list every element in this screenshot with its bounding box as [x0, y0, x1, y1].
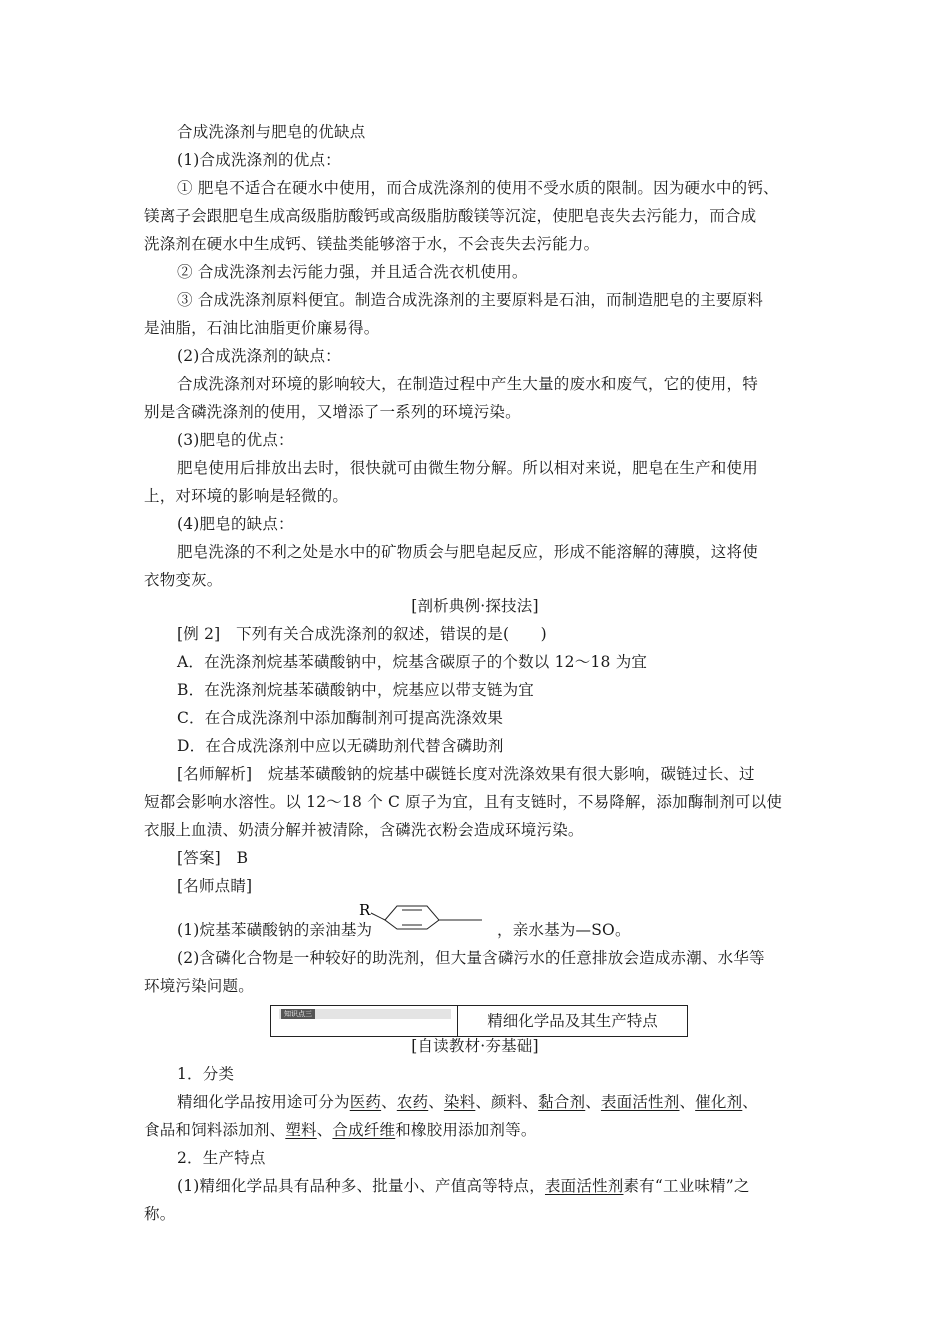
knowledge-point-banner — [270, 1005, 688, 1037]
underlined-term: 黏合剂 — [538, 1093, 586, 1111]
paragraph-line: ② 合成洗涤剂去污能力强，并且适合洗衣机使用。 — [177, 263, 528, 281]
underlined-term: 染料 — [443, 1093, 476, 1111]
paragraph-line: 衣物变灰。 — [144, 571, 223, 589]
text-segment: 颜料、 — [491, 1093, 539, 1111]
subheading: (4)肥皂的缺点： — [177, 515, 294, 533]
underlined-term: 表面活性剂 — [600, 1093, 680, 1111]
banner-tag-cell — [271, 1006, 458, 1036]
text-segment: 和橡胶用添加剂等。 — [395, 1121, 537, 1139]
subheading: (3)肥皂的优点： — [177, 431, 294, 449]
underlined-term: 农药 — [396, 1093, 429, 1111]
banner-tag-label: 知识点三 — [281, 1009, 315, 1019]
analysis-line: 短都会影响水溶性。以 12～18 个 C 原子为宜，且有支链时，不易降解，添加酶制剂可以使 — [144, 793, 783, 811]
text-segment: (1)精细化学品具有品种多、批量小、产值高等特点， — [177, 1177, 545, 1195]
r-group-label: R — [359, 901, 371, 919]
text-segment: 素有“工业味精”之 — [623, 1177, 750, 1195]
underlined-term: 表面活性剂 — [544, 1177, 624, 1195]
option-d: D．在合成洗涤剂中应以无磷助剂代替含磷助剂 — [177, 737, 504, 755]
underlined-term: 合成纤维 — [332, 1121, 396, 1139]
tips-heading: [名师点睛] — [177, 877, 253, 895]
text-segment: 精细化学品按用途可分为 — [177, 1093, 350, 1111]
paragraph-line: 是油脂，石油比油脂更价廉易得。 — [144, 319, 380, 337]
paragraph-line: 肥皂使用后排放出去时，很快就可由微生物分解。所以相对来说，肥皂在生产和使用 — [177, 459, 758, 477]
subheading: (1)合成洗涤剂的优点： — [177, 151, 341, 169]
paragraph-line: 别是含磷洗涤剂的使用，又增添了一系列的环境污染。 — [144, 403, 521, 421]
analysis-line: 衣服上血渍、奶渍分解并被清除，含磷洗衣粉会造成环境污染。 — [144, 821, 584, 839]
option-c: C．在合成洗涤剂中添加酶制剂可提高洗涤效果 — [177, 709, 504, 727]
classification-line: 食品和饲料添加剂、塑料、合成纤维和橡胶用添加剂等。 — [144, 1121, 537, 1139]
underlined-term: 医药 — [349, 1093, 382, 1111]
paragraph-line: ① 肥皂不适合在硬水中使用，而合成洗涤剂的使用不受水质的限制。因为硬水中的钙、 — [177, 179, 779, 197]
analysis-line: [名师解析] 烷基苯磺酸钠的烷基中碳链长度对洗涤效果有很大影响，碳链过长、过 — [177, 765, 755, 783]
subheading: (2)合成洗涤剂的缺点： — [177, 347, 341, 365]
example-heading: [剖析典例·探技法] — [411, 597, 539, 615]
banner-tag-bar — [279, 1009, 451, 1019]
classification-line: 精细化学品按用途可分为医药、农药、染料、颜料、黏合剂、表面活性剂、催化剂、 — [177, 1093, 758, 1111]
underlined-term: 催化剂 — [695, 1093, 743, 1111]
paragraph-line: 洗涤剂在硬水中生成钙、镁盐类能够溶于水，不会丧失去污能力。 — [144, 235, 600, 253]
knowledge-subheading: [自读教材·夯基础] — [411, 1037, 539, 1055]
answer: [答案] B — [177, 849, 249, 867]
paragraph-line: ③ 合成洗涤剂原料便宜。制造合成洗涤剂的主要原料是石油，而制造肥皂的主要原料 — [177, 291, 764, 309]
tip-2-line: 环境污染问题。 — [144, 977, 254, 995]
tip-1-prefix: (1)烷基苯磺酸钠的亲油基为 — [177, 921, 373, 939]
paragraph-line: 上，对环境的影响是轻微的。 — [144, 487, 349, 505]
paragraph-line: 合成洗涤剂对环境的影响较大，在制造过程中产生大量的废水和废气，它的使用，特 — [177, 375, 758, 393]
text-segment: 食品和饲料添加剂、 — [144, 1121, 286, 1139]
benzene-ring-structure — [357, 898, 497, 932]
section-heading: 2．生产特点 — [177, 1149, 266, 1167]
example-question: [例 2] 下列有关合成洗涤剂的叙述，错误的是( ) — [177, 625, 547, 643]
feature-line: 称。 — [144, 1205, 176, 1223]
section-title: 合成洗涤剂与肥皂的优缺点 — [177, 123, 366, 141]
section-heading: 1．分类 — [177, 1065, 235, 1083]
paragraph-line: 镁离子会跟肥皂生成高级脂肪酸钙或高级脂肪酸镁等沉淀，使肥皂丧失去污能力，而合成 — [144, 207, 757, 225]
paragraph-line: 肥皂洗涤的不利之处是水中的矿物质会与肥皂起反应，形成不能溶解的薄膜，这将使 — [177, 543, 758, 561]
hydrophilic-group: ，亲水基为—SO — [497, 921, 615, 939]
underlined-term: 塑料 — [285, 1121, 317, 1139]
option-a: A．在洗涤剂烷基苯磺酸钠中，烷基含碳原子的个数以 12～18 为宜 — [177, 653, 648, 671]
tip-2-line: (2)含磷化合物是一种较好的助洗剂，但大量含磷污水的任意排放会造成赤潮、水华等 — [177, 949, 765, 967]
period: 。 — [614, 921, 631, 939]
feature-line — [177, 1176, 750, 1196]
option-b: B．在洗涤剂烷基苯磺酸钠中，烷基应以带支链为宜 — [177, 681, 534, 699]
banner-title: 精细化学品及其生产特点 — [487, 1012, 658, 1030]
tip-1-suffix — [497, 920, 631, 940]
